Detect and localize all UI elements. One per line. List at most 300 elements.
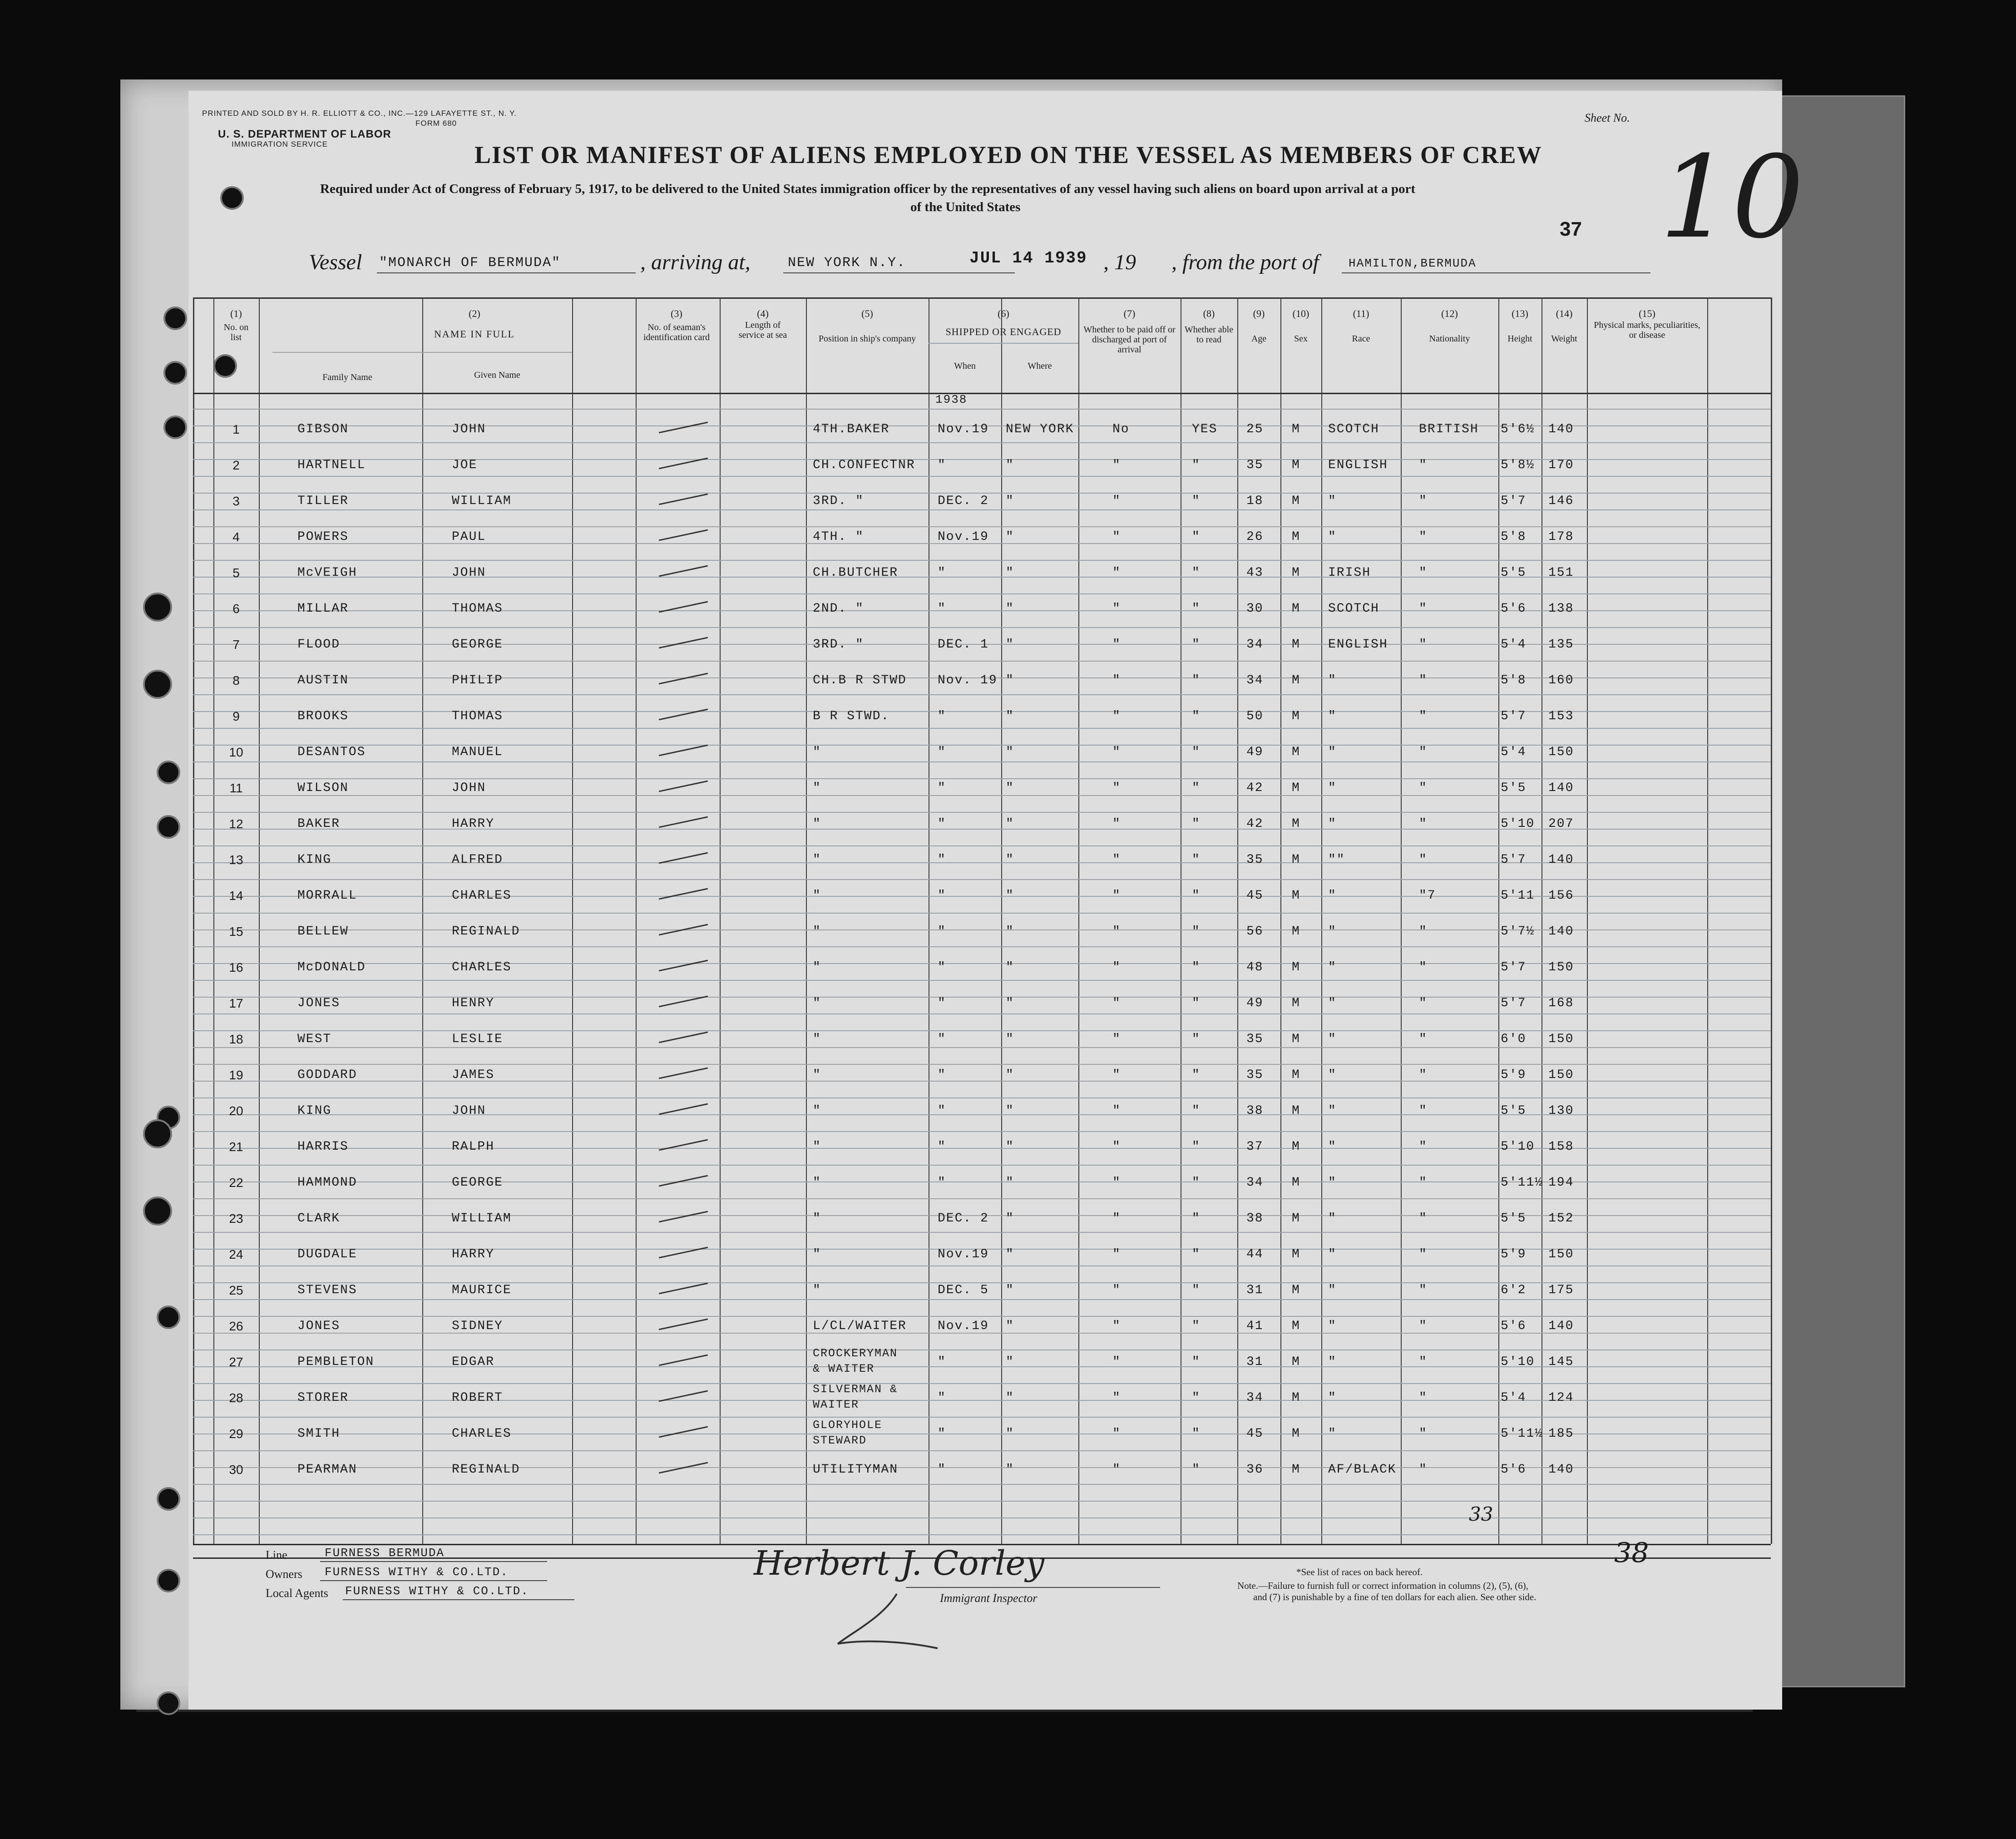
service: IMMIGRATION SERVICE: [232, 140, 328, 148]
sex-cell: M: [1292, 1463, 1300, 1477]
sex-cell: M: [1292, 745, 1300, 759]
row-number: 9: [232, 709, 240, 723]
position-cell: 4TH.BAKER: [813, 422, 890, 436]
position-cell: ": [813, 817, 821, 831]
given-name-cell: HARRY: [452, 817, 495, 831]
table-rule: [193, 1467, 1771, 1468]
position-cell: ": [813, 745, 821, 759]
arrival-date-stamp: JUL 14 1939: [969, 249, 1087, 267]
shipped-when-cell: ": [938, 960, 946, 974]
shipped-when-cell: ": [938, 458, 946, 472]
age-cell: 48: [1246, 960, 1264, 974]
row-number: 3: [232, 494, 240, 508]
given-name-cell: JAMES: [452, 1068, 495, 1082]
sex-cell: M: [1292, 1283, 1300, 1297]
position-cell: ": [813, 853, 821, 867]
row-number: 19: [229, 1068, 243, 1082]
column-divider: [806, 297, 807, 1544]
paid-off-cell: ": [1112, 817, 1121, 831]
paid-off-cell: ": [1112, 1283, 1121, 1297]
shipped-where-cell: ": [1006, 1068, 1014, 1082]
race-cell: ": [1328, 1032, 1337, 1046]
position-cell: B R STWD.: [813, 709, 890, 723]
age-cell: 34: [1246, 1176, 1264, 1190]
column-divider: [422, 297, 423, 1544]
row-number: 20: [229, 1104, 243, 1118]
col3-number: (3): [671, 308, 682, 319]
able-to-read-cell: ": [1192, 1176, 1201, 1190]
age-cell: 34: [1246, 638, 1264, 652]
sex-cell: M: [1292, 458, 1300, 472]
table-rule: [193, 1299, 1771, 1300]
weight-cell: 135: [1548, 638, 1574, 652]
age-cell: 25: [1246, 422, 1264, 436]
table-top-border: [193, 297, 1771, 299]
race-cell: AF/BLACK: [1328, 1463, 1397, 1477]
table-rule: [193, 442, 1771, 443]
column-divider: [259, 297, 260, 1544]
able-to-read-cell: ": [1192, 530, 1201, 544]
position-cell: ": [813, 1140, 821, 1154]
shipped-where-cell: ": [1006, 745, 1014, 759]
height-cell: 5'8: [1501, 530, 1527, 544]
table-rule: [272, 352, 572, 353]
shipped-when-cell: ": [938, 996, 946, 1010]
col2-number: (2): [469, 308, 480, 319]
punch-hole: [220, 186, 244, 210]
punch-hole: [157, 815, 180, 839]
id-card-tick-mark: [659, 1426, 708, 1438]
given-name-cell: EDGAR: [452, 1355, 495, 1369]
col5-header: Position in ship's company: [818, 334, 916, 344]
able-to-read-cell: ": [1192, 960, 1201, 974]
table-rule: [193, 1501, 1771, 1502]
column-divider: [1401, 297, 1402, 1544]
sex-cell: M: [1292, 638, 1300, 652]
col8-number: (8): [1203, 308, 1215, 319]
table-rule: [193, 509, 1771, 510]
table-rule: [193, 862, 1771, 863]
shipped-when-cell: DEC. 2: [938, 494, 989, 508]
given-name-cell: SIDNEY: [452, 1319, 503, 1333]
punch-hole: [157, 761, 180, 784]
table-rule: [193, 711, 1771, 712]
given-name-cell: MAURICE: [452, 1283, 512, 1297]
shipped-when-cell: ": [938, 1104, 946, 1118]
given-name-cell: WILLIAM: [452, 494, 512, 508]
id-card-tick-mark: [659, 816, 708, 828]
table-rule: [193, 627, 1771, 628]
id-card-tick-mark: [659, 888, 708, 900]
table-rule: [193, 1417, 1771, 1418]
position-cell: ": [813, 1176, 821, 1190]
paid-off-cell: ": [1112, 960, 1121, 974]
age-cell: 31: [1246, 1283, 1264, 1297]
family-name-cell: GODDARD: [297, 1068, 357, 1082]
nationality-cell: ": [1419, 960, 1428, 974]
paid-off-cell: ": [1112, 853, 1121, 867]
shipped-where-cell: ": [1006, 960, 1014, 974]
shipped-when-cell: ": [938, 853, 946, 867]
year-note: 1938: [935, 393, 968, 406]
age-cell: 30: [1246, 602, 1264, 616]
id-card-tick-mark: [659, 960, 708, 972]
age-cell: 35: [1246, 458, 1264, 472]
nationality-cell: ": [1419, 1463, 1428, 1477]
weight-cell: 150: [1548, 745, 1574, 759]
height-cell: 5'5: [1501, 566, 1527, 580]
position-cell: 3RD. ": [813, 638, 864, 652]
able-to-read-cell: ": [1192, 817, 1201, 831]
row-number: 6: [232, 602, 240, 616]
id-card-tick-mark: [659, 673, 708, 685]
nationality-cell: ": [1419, 709, 1428, 723]
shipped-when-cell: ": [938, 1463, 946, 1477]
able-to-read-cell: ": [1192, 709, 1201, 723]
shipped-where-cell: ": [1006, 1247, 1014, 1261]
agents-underline: [343, 1599, 574, 1600]
col5-number: (5): [861, 308, 873, 319]
family-name-cell: TILLER: [297, 494, 349, 508]
family-name-cell: WEST: [297, 1032, 332, 1046]
table-rule: [193, 1450, 1771, 1451]
shipped-where-cell: ": [1006, 602, 1014, 616]
position-cell: ": [813, 1068, 821, 1082]
races-note: *See list of races on back hereof.: [1296, 1567, 1423, 1577]
position-cell: UTILITYMAN: [813, 1463, 899, 1477]
family-name-cell: STORER: [297, 1391, 349, 1405]
race-cell: ": [1328, 745, 1337, 759]
weight-cell: 151: [1548, 566, 1574, 580]
column-divider: [1078, 297, 1079, 1544]
shipped-when-cell: Nov.19: [938, 1319, 989, 1333]
agents-label: Local Agents: [266, 1587, 328, 1600]
col9-header: Age: [1251, 334, 1267, 344]
shipped-where-cell: ": [1006, 924, 1014, 939]
height-cell: 5'7: [1501, 853, 1527, 867]
punch-hole: [143, 1119, 172, 1148]
col12-number: (12): [1441, 308, 1458, 319]
able-to-read-cell: ": [1192, 924, 1201, 939]
table-rule: [193, 879, 1771, 880]
height-cell: 5'7½: [1501, 924, 1535, 939]
able-to-read-cell: ": [1192, 1391, 1201, 1405]
table-rule: [193, 661, 1771, 662]
age-cell: 41: [1246, 1319, 1264, 1333]
sex-cell: M: [1292, 602, 1300, 616]
shipped-where-cell: ": [1006, 673, 1014, 687]
race-cell: ": [1328, 996, 1337, 1010]
family-name-cell: BROOKS: [297, 709, 349, 723]
weight-cell: 207: [1548, 817, 1574, 831]
able-to-read-cell: ": [1192, 638, 1201, 652]
family-name-cell: BELLEW: [297, 924, 349, 939]
able-to-read-cell: ": [1192, 1355, 1201, 1369]
position-cell: CH.B R STWD: [813, 673, 907, 687]
height-cell: 5'6: [1501, 1463, 1527, 1477]
race-cell: ": [1328, 1176, 1337, 1190]
height-cell: 5'4: [1501, 745, 1527, 759]
manifest-sheet: [120, 79, 1804, 1710]
paid-off-cell: ": [1112, 1391, 1121, 1405]
position-cell: CH.BUTCHER: [813, 566, 899, 580]
paid-off-cell: ": [1112, 494, 1121, 508]
race-cell: ": [1328, 924, 1337, 939]
signature-underline: [906, 1587, 1160, 1588]
nationality-cell: ": [1419, 853, 1428, 867]
nationality-cell: ": [1419, 745, 1428, 759]
height-cell: 6'0: [1501, 1032, 1527, 1046]
row-number: 13: [229, 853, 243, 867]
row-number: 23: [229, 1211, 243, 1226]
vessel-name: "MONARCH OF BERMUDA": [379, 255, 561, 271]
shipped-where-cell: ": [1006, 1176, 1014, 1190]
height-cell: 5'5: [1501, 1104, 1527, 1118]
column-divider: [1587, 297, 1588, 1544]
shipped-when-cell: DEC. 5: [938, 1283, 989, 1297]
from-port: HAMILTON,BERMUDA: [1349, 257, 1477, 270]
age-cell: 42: [1246, 817, 1264, 831]
age-cell: 45: [1246, 889, 1264, 903]
able-to-read-cell: ": [1192, 494, 1201, 508]
position-cell: GLORYHOLE STEWARD: [813, 1419, 883, 1447]
row-number: 4: [232, 530, 240, 544]
shipped-when-cell: Nov.19: [938, 530, 989, 544]
weight-cell: 170: [1548, 458, 1574, 472]
paid-off-cell: ": [1112, 1140, 1121, 1154]
shipped-when-cell: ": [938, 924, 946, 939]
nationality-cell: ": [1419, 1140, 1428, 1154]
paid-off-cell: ": [1112, 458, 1121, 472]
row-number: 12: [229, 817, 243, 831]
shipped-where-cell: ": [1006, 1283, 1014, 1297]
punch-hole: [157, 1691, 180, 1715]
table-rule: [193, 795, 1771, 796]
nationality-cell: ": [1419, 638, 1428, 652]
col15-number: (15): [1639, 308, 1655, 319]
height-cell: 5'8½: [1501, 458, 1535, 472]
weight-cell: 158: [1548, 1140, 1574, 1154]
nationality-cell: ": [1419, 924, 1428, 939]
inspector-label: Immigrant Inspector: [940, 1592, 1038, 1605]
shipped-where-cell: ": [1006, 494, 1014, 508]
age-cell: 42: [1246, 781, 1264, 795]
id-card-tick-mark: [659, 1211, 708, 1223]
race-cell: ": [1328, 1427, 1337, 1441]
col6-where-header: Where: [1028, 361, 1052, 371]
column-divider: [1237, 297, 1238, 1544]
given-name-cell: GEORGE: [452, 638, 503, 652]
nationality-cell: "7: [1419, 889, 1436, 903]
id-card-tick-mark: [659, 745, 708, 756]
position-cell: ": [813, 1032, 821, 1046]
punch-hole: [213, 354, 237, 378]
shipped-where-cell: ": [1006, 566, 1014, 580]
nationality-cell: ": [1419, 494, 1428, 508]
sex-cell: M: [1292, 709, 1300, 723]
age-cell: 49: [1246, 996, 1264, 1010]
sex-cell: M: [1292, 781, 1300, 795]
shipped-where-cell: ": [1006, 1140, 1014, 1154]
col4-header: Length of service at sea: [738, 320, 787, 340]
page-title: LIST OR MANIFEST OF ALIENS EMPLOYED ON THE VESSEL AS MEMBERS OF CREW: [474, 141, 1542, 168]
shipped-where-cell: ": [1006, 530, 1014, 544]
col7-number: (7): [1123, 308, 1136, 319]
given-name-cell: JOHN: [452, 566, 486, 580]
weight-cell: 140: [1548, 781, 1574, 795]
able-to-read-cell: ": [1192, 781, 1201, 795]
race-cell: ": [1328, 494, 1337, 508]
id-card-tick-mark: [659, 1175, 708, 1187]
row-number: 8: [232, 673, 240, 687]
shipped-where-cell: ": [1006, 1463, 1014, 1477]
nationality-cell: ": [1419, 1104, 1428, 1118]
nationality-cell: ": [1419, 530, 1428, 544]
row-number: 2: [232, 458, 240, 472]
sex-cell: M: [1292, 1427, 1300, 1441]
shipped-when-cell: ": [938, 1176, 946, 1190]
col15-header: Physical marks, peculiarities, or disease: [1594, 320, 1700, 340]
age-cell: 35: [1246, 1032, 1264, 1046]
column-divider: [1321, 297, 1322, 1544]
weight-cell: 150: [1548, 1068, 1574, 1082]
height-cell: 5'10: [1501, 817, 1535, 831]
able-to-read-cell: ": [1192, 1463, 1201, 1477]
table-rule: [193, 1165, 1771, 1166]
table-rule: [193, 577, 1771, 578]
position-cell: 2ND. ": [813, 602, 864, 616]
able-to-read-cell: ": [1192, 1283, 1201, 1297]
age-cell: 38: [1246, 1211, 1264, 1226]
age-cell: 45: [1246, 1427, 1264, 1441]
weight-cell: 160: [1548, 673, 1574, 687]
height-cell: 5'11½: [1501, 1176, 1544, 1190]
age-cell: 35: [1246, 853, 1264, 867]
table-rule: [193, 393, 1771, 394]
table-rule: [193, 409, 1771, 410]
race-cell: ENGLISH: [1328, 458, 1388, 472]
row-number: 27: [229, 1355, 243, 1369]
nationality-cell: ": [1419, 1176, 1428, 1190]
able-to-read-cell: ": [1192, 566, 1201, 580]
weight-cell: 185: [1548, 1427, 1574, 1441]
race-cell: ": [1328, 1104, 1337, 1118]
nationality-cell: ": [1419, 1211, 1428, 1226]
row-number: 29: [229, 1427, 243, 1441]
shipped-when-cell: DEC. 2: [938, 1211, 989, 1226]
shipped-when-cell: Nov.19: [938, 1247, 989, 1261]
race-cell: ": [1328, 1140, 1337, 1154]
row-number: 5: [232, 566, 240, 580]
vessel-underline: [377, 272, 636, 273]
nationality-cell: BRITISH: [1419, 422, 1479, 436]
paid-off-cell: ": [1112, 1211, 1121, 1226]
position-cell: SILVERMAN & WAITER: [813, 1383, 898, 1411]
col10-number: (10): [1292, 308, 1309, 319]
sex-cell: M: [1292, 1391, 1300, 1405]
row-number: 16: [229, 960, 243, 974]
family-name-cell: BAKER: [297, 817, 341, 831]
given-name-cell: CHARLES: [452, 960, 512, 974]
height-cell: 5'6: [1501, 1319, 1527, 1333]
table-rule: [193, 1013, 1771, 1014]
nationality-cell: ": [1419, 817, 1428, 831]
given-name-cell: PAUL: [452, 530, 486, 544]
margin-mark: 38: [1614, 1537, 1649, 1569]
table-rule: [193, 560, 1771, 561]
family-name-cell: AUSTIN: [297, 673, 349, 687]
table-rule: [193, 1484, 1771, 1485]
sex-cell: M: [1292, 1068, 1300, 1082]
paid-off-cell: ": [1112, 709, 1121, 723]
race-cell: "": [1328, 853, 1345, 867]
family-name-cell: WILSON: [297, 781, 349, 795]
height-cell: 5'10: [1501, 1140, 1535, 1154]
given-name-cell: WILLIAM: [452, 1211, 512, 1226]
row-number: 24: [229, 1247, 243, 1261]
tally-mark: 33: [1469, 1503, 1493, 1525]
nationality-cell: ": [1419, 673, 1428, 687]
race-cell: ": [1328, 889, 1337, 903]
col4-number: (4): [757, 308, 769, 319]
punch-hole: [163, 361, 187, 385]
sex-cell: M: [1292, 494, 1300, 508]
shipped-where-cell: ": [1006, 996, 1014, 1010]
age-cell: 49: [1246, 745, 1264, 759]
shipped-when-cell: ": [938, 709, 946, 723]
race-cell: ": [1328, 673, 1337, 687]
row-number: 25: [229, 1283, 243, 1297]
given-name-cell: RALPH: [452, 1140, 495, 1154]
col14-number: (14): [1556, 308, 1573, 319]
id-card-tick-mark: [659, 422, 708, 434]
weight-cell: 146: [1548, 494, 1574, 508]
height-cell: 5'7: [1501, 996, 1527, 1010]
position-cell: ": [813, 781, 821, 795]
paid-off-cell: ": [1112, 1427, 1121, 1441]
nationality-cell: ": [1419, 1283, 1428, 1297]
given-name-cell: CHARLES: [452, 889, 512, 903]
given-name-cell: JOHN: [452, 1104, 486, 1118]
col6-when-header: When: [954, 361, 976, 371]
nationality-cell: ": [1419, 1068, 1428, 1082]
family-name-cell: HARRIS: [297, 1140, 349, 1154]
table-rule: [193, 1047, 1771, 1048]
nationality-cell: ": [1419, 458, 1428, 472]
sex-cell: M: [1292, 960, 1300, 974]
table-rule: [193, 778, 1771, 779]
table-rule: [193, 812, 1771, 813]
weight-cell: 156: [1548, 889, 1574, 903]
paid-off-cell: ": [1112, 745, 1121, 759]
shipped-where-cell: ": [1006, 853, 1014, 867]
id-card-tick-mark: [659, 565, 708, 577]
from-port-underline: [1342, 272, 1650, 273]
age-cell: 31: [1246, 1355, 1264, 1369]
nationality-cell: ": [1419, 1355, 1428, 1369]
col6-number: (6): [998, 308, 1009, 319]
nationality-cell: ": [1419, 1247, 1428, 1261]
age-cell: 35: [1246, 1068, 1264, 1082]
family-name-cell: JONES: [297, 1319, 341, 1333]
table-rule: [193, 1383, 1771, 1384]
arriving-port: NEW YORK N.Y.: [788, 255, 906, 271]
weight-cell: 140: [1548, 1319, 1574, 1333]
given-name-cell: MANUEL: [452, 745, 503, 759]
paid-off-cell: ": [1112, 602, 1121, 616]
weight-cell: 168: [1548, 996, 1574, 1010]
age-cell: 56: [1246, 924, 1264, 939]
